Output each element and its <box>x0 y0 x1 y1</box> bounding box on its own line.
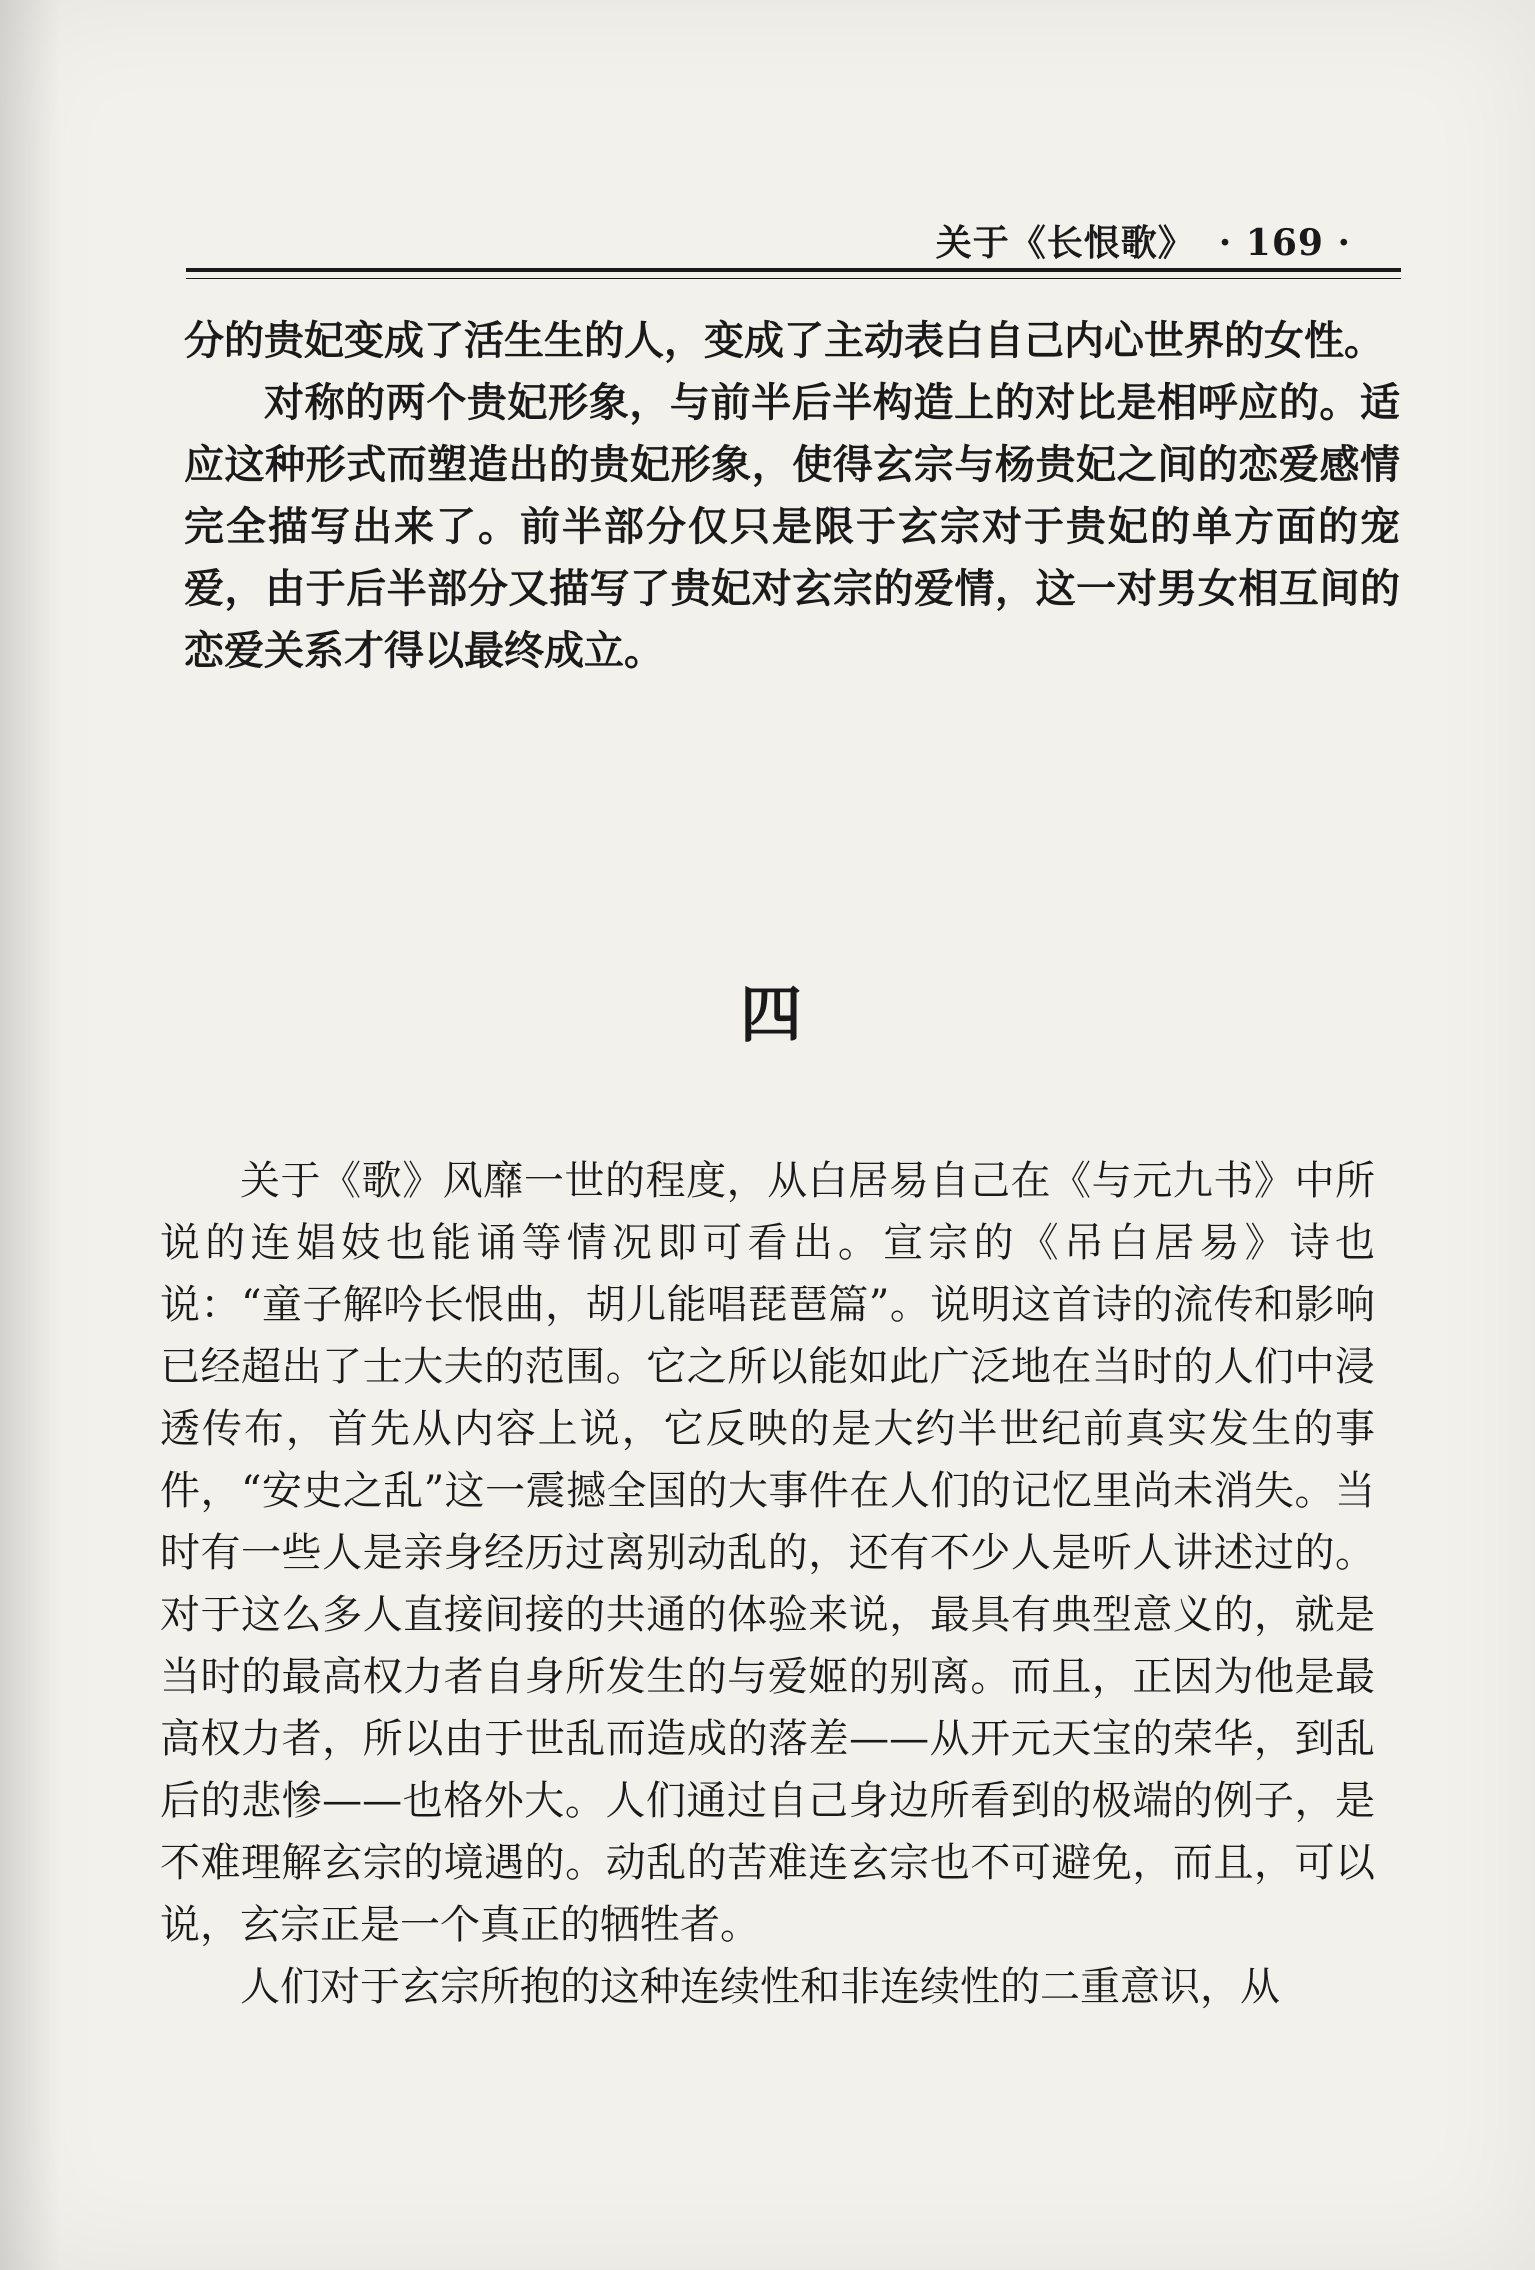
text-block-top <box>184 310 1400 682</box>
page-number: · 169 · <box>1218 222 1351 264</box>
running-header <box>186 215 1401 265</box>
paragraph: 关于《歌》风靡一世的程度，从白居易自己在《与元九书》中所说的连娼妓也能诵等情况即可看出。宣宗的《吊白居易》诗也说：“童子解吟长恨曲，胡儿能唱琵琶篇”。说明这首诗的流传和影响已经超出了士大夫的范围。它之所以能如此广泛地在当时的人们中浸透传布，首先从内容上说，它反映的是大约半世纪前真实发生的事件，“安史之乱”这一震撼全国的大事件在人们的记忆里尚未消失。当时有一些人是亲身经历过离别动乱的，还有不少人是听人讲述过的。对于这么多人直接间接的共通的体验来说，最具有典型意义的，就是当时的最高权力者自身所发生的与爱姬的别离。而且，正因为他是最高权力者，所以由于世乱而造成的落差——从开元天宝的荣华，到乱后的悲惨——也格外大。人们通过自己身边所看到的极端的例子，是不难理解玄宗的境遇的。动乱的苦难连玄宗也不可避免，而且，可以说，玄宗正是一个真正的牺牲者。 <box>160 1158 1375 1948</box>
paragraph: 对称的两个贵妃形象，与前半后半构造上的对比是相呼应的。适应这种形式而塑造出的贵妃形象，使得玄宗与杨贵妃之间的恋爱感情完全描写出来了。前半部分仅只是限于玄宗对于贵妃的单方面的宠爱，由于后半部分又描写了贵妃对玄宗的爱情，这一对男女相互间的恋爱关系才得以最终成立。 <box>184 379 1400 674</box>
paragraph: 分的贵妃变成了活生生的人，变成了主动表白自己内心世界的女性。 <box>184 317 1384 364</box>
header-rule-thick <box>186 268 1401 272</box>
text-block-bottom <box>160 1150 1375 2018</box>
section-heading: 四 <box>740 978 803 1051</box>
page-edge-shadow <box>0 0 60 2270</box>
paragraph: 人们对于玄宗所抱的这种连续性和非连续性的二重意识，从 <box>240 1964 1280 2010</box>
header-title: 关于《长恨歌》 <box>935 222 1195 264</box>
header-rule-thin <box>186 278 1401 279</box>
